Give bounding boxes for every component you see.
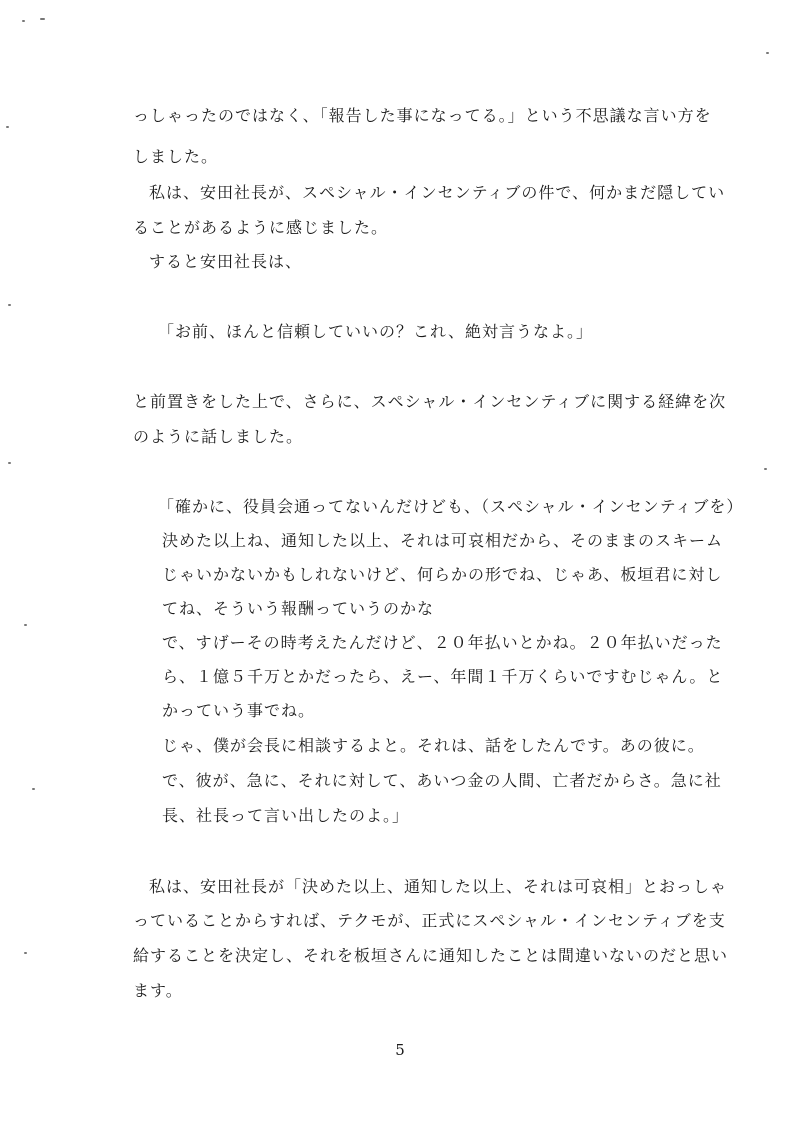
scan-speck [8,304,11,306]
quote-2-line: てね、そういう報酬っていうのかな [162,599,435,618]
scan-speck [766,52,769,54]
paragraph-3-line: すると安田社長は、 [149,252,303,271]
scan-speck [6,126,9,128]
quote-2-line: で、すげーその時考えたんだけど、２０年払いとかね。２０年払いだった [162,633,723,652]
scan-speck [22,20,25,22]
scan-speck [764,468,767,470]
quote-2-line: じゃ、僕が会長に相談するよと。それは、話をしたんです。あの彼に。 [162,736,705,755]
paragraph-2-line: 私は、安田社長が、スペシャル・インセンティブの件で、何かまだ隠してい [149,183,726,202]
paragraph-4-line: のように話しました。 [133,427,304,446]
paragraph-1-line: っしゃったのではなく、「報告した事になってる。」という不思議な言い方を [133,106,712,125]
quote-2-line: 長、社長って言い出したのよ。」 [162,806,410,825]
scan-speck [24,952,27,954]
paragraph-1-line: しました。 [133,147,219,166]
scan-speck [24,624,27,626]
paragraph-4-line: と前置きをした上で、さらに、スペシャル・インセンティブに関する経緯を次 [133,392,727,411]
paragraph-5-line: 私は、安田社長が「決めた以上、通知した以上、それは可哀相」とおっしゃ [149,877,728,896]
quote-1-line: 「お前、ほんと信頼していいの？これ、絶対言うなよ。」 [158,322,593,341]
paragraph-5-line: っていることからすれば、テクモが、正式にスペシャル・インセンティブを支 [133,911,726,930]
quote-2-line: ら、１億５千万とかだったら、えー、年間１千万くらいですむじゃん。と [162,667,724,686]
quote-2-line: 「確かに、役員会通ってないんだけども、（スペシャル・インセンティブを） [158,497,744,516]
scan-speck [8,462,11,464]
quote-2-line: じゃいかないかもしれないけど、何らかの形でね、じゃあ、板垣君に対し [162,565,723,584]
scan-speck [32,788,35,790]
paragraph-2-line: ることがあるように感じました。 [133,218,389,237]
quote-2-line: 決めた以上ね、通知した以上、それは可哀相だから、そのままのスキーム [162,531,724,550]
page-number: 5 [395,1041,405,1059]
paragraph-5-line: 給することを決定し、それを板垣さんに通知したことは間違いないのだと思い [133,946,729,965]
paragraph-5-line: ます。 [133,981,183,1000]
scan-speck [40,18,45,20]
quote-2-line: かっていう事でね。 [162,701,316,720]
quote-2-line: で、彼が、急に、それに対して、あいつ金の人間、亡者だからさ。急に社 [162,771,722,790]
